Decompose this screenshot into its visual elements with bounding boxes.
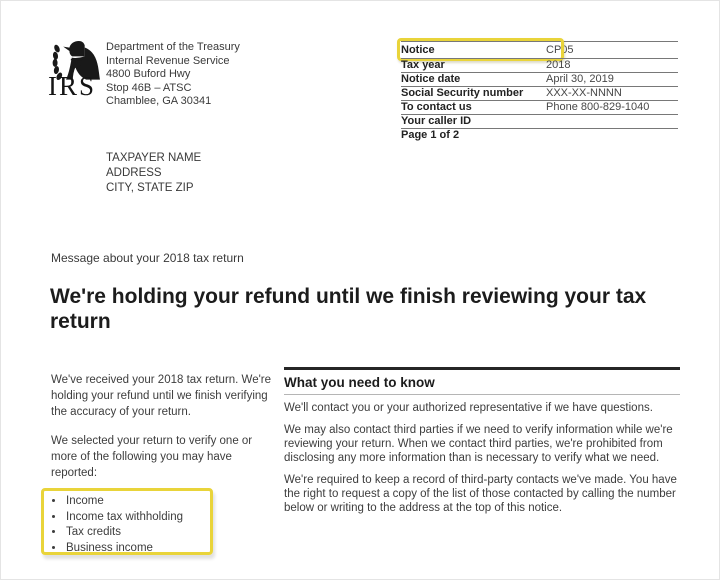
verify-items-list [44, 494, 210, 556]
row-label: Your caller ID [401, 115, 472, 127]
irs-logo-text: IRS [48, 71, 97, 101]
table-row-tax-year [401, 58, 678, 72]
page-title: We're holding your refund until we finish reviewing your tax return [50, 285, 647, 334]
agency-line: Department of the Treasury [106, 41, 240, 53]
list-item: • Income tax withholding [65, 510, 210, 526]
notice-info-table [401, 41, 678, 142]
summary-paragraph: We've received your 2018 tax return. We're holding your refund until we finish verifying the accuracy of your return. [51, 374, 272, 418]
page-number-label: Page 1 of 2 [401, 129, 460, 141]
row-value: XXX-XX-NNNN [546, 87, 622, 99]
row-label: Tax year [401, 59, 445, 71]
message-subject: Message about your 2018 tax return [51, 251, 244, 265]
section-divider [284, 367, 680, 370]
table-row-notice [401, 41, 678, 58]
summary-column [51, 372, 273, 494]
row-label: Notice date [401, 73, 461, 85]
info-paragraph: We'll contact you or your authorized representative if we have questions. [284, 402, 653, 414]
info-paragraph: We may also contact third parties if we need to verify information while we're reviewing your return. When we contact third parties, we're prohibited from disclosing any more information than is necessary to verify what we need. [284, 424, 673, 464]
row-value: 2018 [546, 59, 571, 71]
table-row-page-number [401, 128, 678, 142]
info-paragraph: We're required to keep a record of third-party contacts we've made. You have the right to request a copy of the list of those contacted by calling the number below or writing to the address at the top of this notice. [284, 474, 677, 514]
section-heading: What you need to know [284, 375, 435, 390]
agency-line: Stop 46B – ATSC [106, 81, 192, 94]
table-row-caller-id [401, 114, 678, 128]
recipient-address-block [106, 151, 201, 196]
what-you-need-to-know-section [284, 367, 680, 523]
list-item: • Income [65, 494, 210, 510]
row-value: Phone 800-829-1040 [546, 101, 650, 113]
agency-line: Internal Revenue Service [106, 54, 230, 67]
verify-items-highlight-box [41, 488, 213, 555]
summary-paragraph: We selected your return to verify one or more of the following you may have reported: [51, 435, 253, 479]
row-label: Social Security number [401, 87, 524, 99]
heading-underline [284, 394, 680, 395]
row-value: April 30, 2019 [546, 73, 614, 85]
agency-line: 4800 Buford Hwy [106, 68, 191, 80]
agency-address-block [106, 41, 240, 109]
list-item: • Business income [65, 541, 210, 557]
table-row-contact [401, 100, 678, 114]
recipient-line: CITY, STATE ZIP [106, 182, 194, 194]
table-row-notice-date [401, 72, 678, 86]
recipient-line: TAXPAYER NAME [106, 152, 202, 164]
row-value: CP05 [546, 44, 574, 56]
row-label: To contact us [401, 101, 472, 113]
table-row-ssn [401, 86, 678, 100]
agency-line: Chamblee, GA 30341 [106, 95, 212, 107]
list-item: • Tax credits [65, 525, 210, 541]
recipient-line: ADDRESS [106, 167, 162, 179]
row-label: Notice [401, 44, 435, 56]
